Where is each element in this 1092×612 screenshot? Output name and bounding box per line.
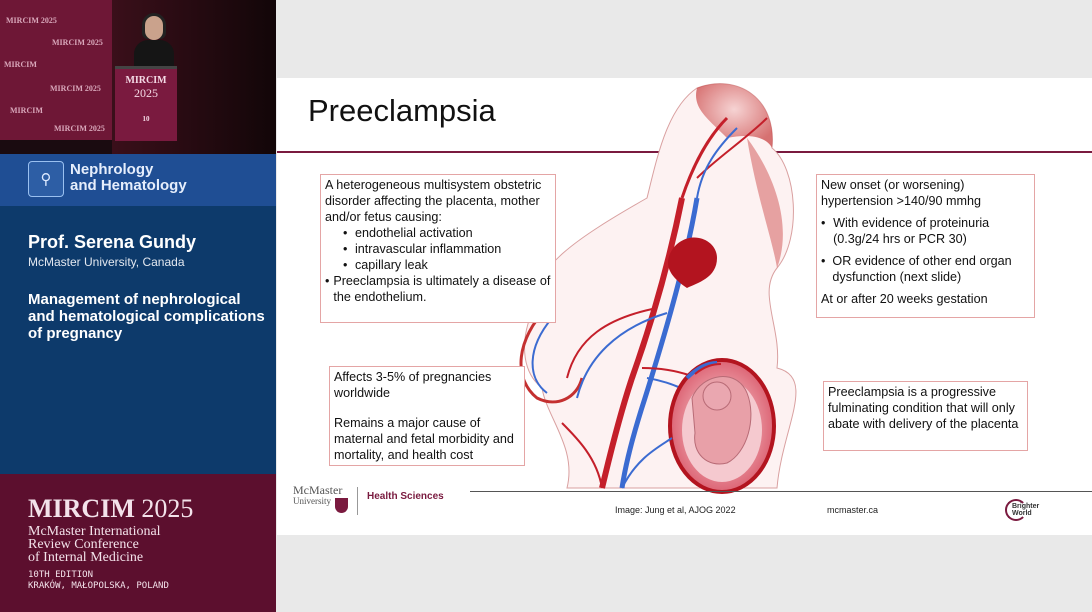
- podium: MIRCIM 2025 10: [115, 66, 177, 141]
- presentation-slide: [277, 78, 1092, 535]
- speaker-video: [0, 0, 276, 154]
- image-credit: Image: Jung et al, AJOG 2022: [615, 505, 736, 515]
- list-item: • endothelial activation: [343, 226, 473, 240]
- slide-title: Preeclampsia: [308, 93, 496, 128]
- conference-edition: 10TH EDITION KRAKÓW, MAŁOPOLSKA, POLAND: [28, 570, 169, 591]
- speaker-name: Prof. Serena Gundy: [28, 232, 197, 252]
- brighter-world-logo: Brighter World: [1012, 503, 1040, 517]
- manifestations-list: [325, 225, 551, 273]
- mcmaster-logo: McMaster University: [293, 483, 343, 506]
- footer-divider: [470, 491, 1092, 492]
- list-item: • OR evidence of other end organ dysfunction (next slide): [821, 254, 1012, 284]
- list-item: • With evidence of proteinuria (0.3g/24 hrs or PCR 30): [821, 216, 990, 246]
- epidemiology-box: Affects 3-5% of pregnancies worldwide Remains a major cause of maternal and fetal morbidity and mortality, and health cost: [329, 366, 525, 466]
- list-item: • capillary leak: [343, 258, 428, 272]
- health-sciences-label: Health Sciences: [367, 491, 444, 502]
- speaker-face: [145, 16, 163, 40]
- definition-box: A heterogeneous multisystem obstetric disorder affecting the placenta, mother and/or fetus causing: • endothelial activation • intravascular inflammation • capillary leak • Preeclampsia is ultimately a disease of the endothelium.: [320, 174, 556, 323]
- criteria-box: New onset (or worsening) hypertension >140/90 mmhg • With evidence of proteinuria (0.3g/24 hrs or PCR 30) • OR evidence of other end organ dysfunction (next slide) At or after 20 weeks gestation: [816, 174, 1035, 318]
- conclusion-bullet: • Preeclampsia is ultimately a disease of the endothelium.: [325, 274, 551, 304]
- conference-fullname: McMaster International Review Conference of Internal Medicine: [28, 524, 161, 565]
- logo-divider: [357, 487, 358, 515]
- conference-name: MIRCIM 2025: [28, 494, 194, 523]
- website-label: mcmaster.ca: [827, 505, 879, 515]
- criteria-list: [821, 215, 1030, 285]
- kidney-icon: ⚲: [28, 161, 64, 197]
- list-item: • intravascular inflammation: [343, 242, 502, 256]
- progressive-box: Preeclampsia is a progressive fulminating condition that will only abate with delivery of the placenta: [823, 381, 1028, 451]
- talk-title: Management of nephrological and hematological complications of pregnancy: [28, 291, 265, 342]
- stage-backdrop: MIRCIM 2025 MIRCIM 2025 MIRCIM MIRCIM 2025 MIRCIM MIRCIM 2025: [0, 0, 112, 140]
- topic-label: Nephrology and Hematology: [70, 161, 187, 194]
- shield-icon: [335, 498, 348, 513]
- speaker-affiliation: McMaster University, Canada: [28, 255, 185, 269]
